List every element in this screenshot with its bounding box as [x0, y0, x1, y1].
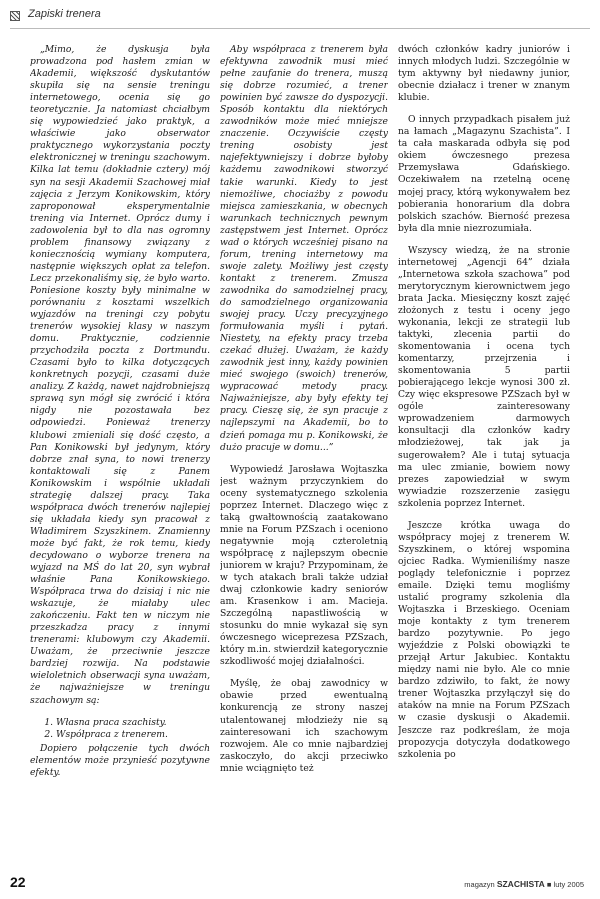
- column-3-paragraph: dwóch członków kadry juniorów i innych młodych ludzi. Szczególnie w tym aktywny był niedawny junior, obecnie działacz i trener w znanym klubie.: [398, 44, 570, 104]
- article-column-3: [398, 44, 570, 884]
- page-number: 22: [10, 874, 26, 890]
- column-1-paragraph: „Mimo, że dyskusja była prowadzona pod hasłem zmian w Akademii, większość dyskutantów skupiła się na sensie treningu internetowego, ocenia się go teoretycznie. Ja natomiast chciałbym się wypowiedzieć jako praktyk, a właściwie jako obserwator praktycznego wykorzystania poczty elektronicznej w treningu szachowym. Kilka lat temu (dokładnie cztery) mój syn na sesji Akademii Szachowej miał zajęcia z Jerzym Konikowskim, który zaproponował eksperymentalnie trening via Internet. Oprócz dumy i zadowolenia był to dla nas ogromny problem finansowy związany z koniecznością wymiany komputera, następnie większych opłat za telefon. Lecz przekonaliśmy się, że było warto. Poniesione koszty były minimalne w porównaniu z kosztami wszelkich wyjazdów na treningi czy pobytu trenerów wysokiej klasy w naszym domu. Praktycznie, codziennie przychodziła poczta z Dortmundu. Czasami było to kilka dotyczących konkretnych pozycji, czasami duże analizy. Z każdą, nawet najdrobniejszą sprawą syn mógł się zwrócić i która nigdy nie pozostawała bez odpowiedzi. Ponieważ trenerzy klubowi zmieniali się dość często, a Pan Konikowski był jedynym, który dobrze znał syna, to nowi trenerzy kontaktowali się z Panem Konikowskim i wspólnie układali strategię dalszej pracy. Taka współpraca dwóch trenerów najlepiej się układała kiedy syn pracował z Władimirem Szyszkinem. Znamienny może być fakt, że rok temu, kiedy decydowano o wyborze trenera na wyjazd na MŚ do lat 20, syn wybrał właśnie Pana Konikowskiego. Współpraca trwa do dzisiaj i nic nie wskazuje, że miałaby ulec zakończeniu. Fakt ten w niczym nie przeszkadza pracy z innymi trenerami: klubowym czy Akademii. Uważam, że przeciwnie jeszcze bardziej rozwija. Na podstawie wieloletnich obserwacji syna uważam, że najważniejsze w treningu szachowym są:: [30, 44, 210, 706]
- magazine-brand: SZACHISTA: [496, 879, 545, 889]
- issue-date: luty 2005: [553, 880, 584, 889]
- column-1-closing: Dopiero połączenie tych dwóch elementów może przynieść pozytywne efekty.: [30, 742, 210, 778]
- article-column-2: [220, 44, 388, 884]
- magazine-prefix: magazyn: [464, 880, 495, 889]
- training-list: [30, 717, 210, 741]
- article-column-1: [30, 44, 210, 884]
- column-2-quote: Aby współpraca z trenerem była efektywna zawodnik musi mieć pełne zaufanie do trenera, muszą się dobrze rozumieć, a trener powinien być zawsze do dyspozycji. Sposób kontaktu dla niektórych zawodników może mieć mniejsze znaczenie. Oczywiście częsty trening osobisty jest najefektywniejszy i dobrze byłoby każdemu zawodnikowi stworzyć takie warunki. Kiedy to jest niemożliwe, chociażby z powodu miejsca zamieszkania, w obecnych warunkach technicznych pewnym zastępstwem jest Internet. Oprócz wad o których wcześniej pisano na forum, trening internetowy ma swoje zalety. Możliwy jest częsty kontakt z trenerem. Zmusza zawodnika do samodzielnej pracy, do samodzielnego organizowania swojej pracy. Uczy precyzyjnego formułowania myśli i pytań. Niestety, na efekty pracy trzeba czekać dłużej. Uważam, że każdy zawodnik jest inny, każdy powinien mieć swojego (swoich) trenerów, wypracować metody pracy. Najważniejsze, aby były efekty tej pracy. Cieszę się, że syn pracuje z najlepszymi na Akademii, bo to dzień pomaga mu p. Konikowski, że dużo pracuje w domu...”: [220, 44, 388, 453]
- column-2-paragraph: Myślę, że obaj zawodnicy w obawie przed ewentualną konkurencją ze strony naszej utalentowanej młodzieży nie są zainteresowani ich szachowym rozwojem. Ale co mnie najbardziej zaskoczyło, do akcji przeciwko mnie wciągnięto też: [220, 678, 388, 774]
- section-square-icon: [10, 11, 20, 21]
- column-3-paragraph: O innych przypadkach pisałem już na łamach „Magazynu Szachista”. I ta cała maskarada odbyła się pod okiem ówczesnego prezesa Przemysława Gdańskiego. Oczekiwałem na rzetelną ocenę mojej pracy, którą wykonywałem bez pobierania honorarium dla dobra polskich szachów. Bierność prezesa była dla mnie niezrozumiała.: [398, 114, 570, 234]
- list-item: 1. Własna praca szachisty.: [56, 717, 210, 729]
- footer-separator: ■: [546, 880, 552, 889]
- column-3-paragraph: Jeszcze krótka uwaga do współpracy mojej z trenerem W. Szyszkinem, o której wspomina ojciec Radka. Wymieniliśmy nasze poglądy telefonicznie i poprzez emaile. Dzięki temu mogliśmy ustalić programy szkolenia dla Wojtaszka i Brzeskiego. Oceniam moje kontakty z tym trenerem bardzo pozytywnie. Po jego wyjeździe z Polski obowiązki te przejął Artur Jakubiec. Kontaktu między nami nie było. Ale co mnie bardzo zdziwiło, to fakt, że nowy trener Wojtaszka przyłączył się do ataków na mnie na Forum PZSzach w czasie dyskusji o Akademii. Jeszcze raz podkreślam, że moja propozycja dotyczyła dodatkowego szkolenia po: [398, 519, 570, 760]
- column-3-paragraph: Wszyscy wiedzą, że na stronie internetowej „Agencji 64” działa „Internetowa szkoła szachowa” pod merytorycznym kierownictwem jego brata Jacka. Miesięczny koszt zajęć złożonych z testu i oceny jego wykonania, lekcji ze strategii lub taktyki, zlecenia partii do skomentowania i ocena tych komentarzy, przejrzenia i skomentowania 5 partii pobierającego lekcje wynosi 300 zł. Czy więc ekspresowe PZSzach był w ogóle zainteresowany wprowadzeniem darmowych konsultacji dla członków kadry młodzieżowej, tak jak ja sugerowałem? Ale i tutaj sytuacja ma ulec zmianie, bowiem nowy prezes zapowiedział w swym wywiadzie rozszerzenie zasięgu szkolenia poprzez Internet.: [398, 244, 570, 509]
- list-item: 2. Współpraca z trenerem.: [56, 729, 210, 741]
- section-title: Zapiski trenera: [28, 8, 101, 20]
- column-2-paragraph: Wypowiedź Jarosława Wojtaszka jest ważnym przyczynkiem do oceny systematycznego szkolenia poprzez Internet. Dlaczego więc z taką gwałtownością zaatakowano mnie na Forum PZSzach i oceniono negatywnie moją czteroletnią współpracę z najlepszym obecnie juniorem w kraju? Przypominam, że w tych atakach brali także udział dwaj członkowie kadry seniorów am. Krasenkow i am. Macieja. Szczególną napastliwością w stosunku do mnie wykazał się syn ówczesnego wiceprezesa PZSzach, który m.in. stwierdził kategorycznie szkodliwość mojej działalności.: [220, 463, 388, 668]
- page-header: [10, 6, 590, 29]
- page-footer: [10, 874, 584, 894]
- magazine-footer: [464, 879, 584, 889]
